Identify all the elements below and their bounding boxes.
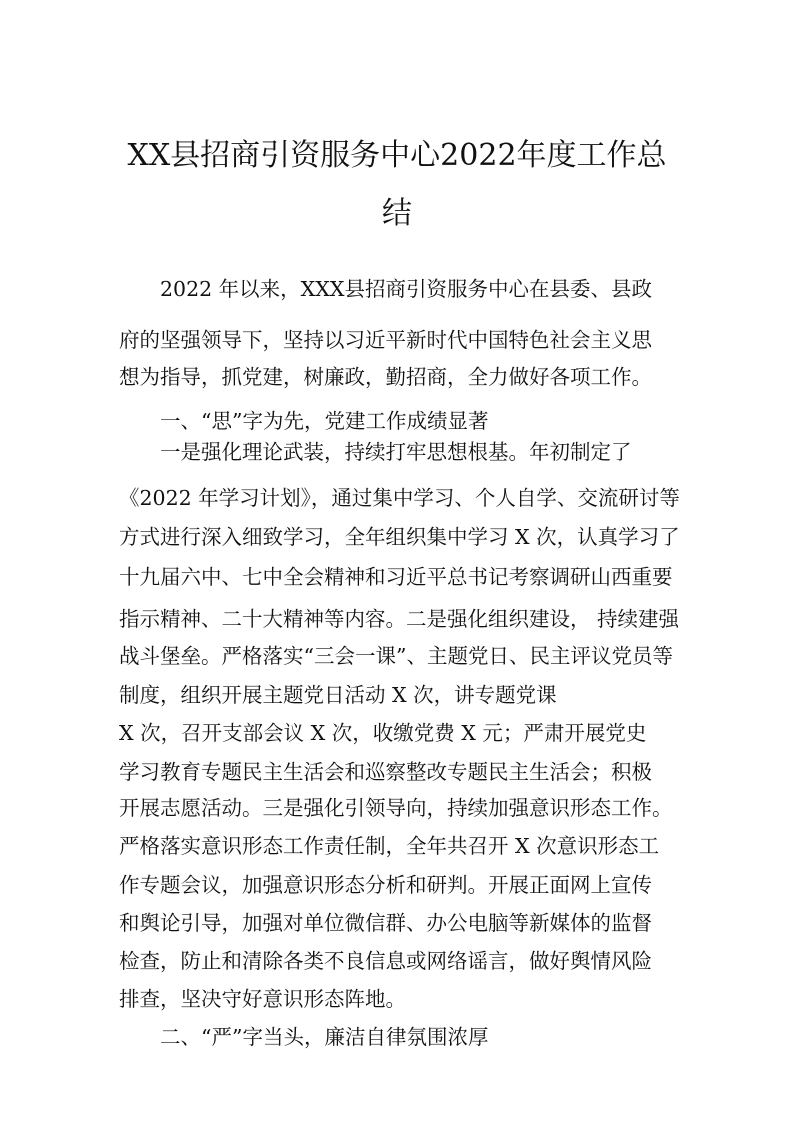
paragraph-line: 战斗堡垒。严格落实“三会一课”、主题党日、民主评议党员等 (119, 644, 673, 668)
paragraph-line: 十九届六中、七中全会精神和习近平总书记考察调研山西重要 (119, 565, 673, 589)
paragraph-line: 学习教育专题民主生活会和巡察整改专题民主生活会；积极 (119, 760, 652, 784)
paragraph-line: 方式进行深入细致学习，全年组织集中学习 X 次，认真学习了 (119, 525, 680, 549)
document-title-line-2: 结 (382, 196, 412, 231)
document-title-line-1: XX县招商引资服务中心2022年度工作总 (127, 138, 667, 173)
paragraph-line: 指示精神、二十大精神等内容。二是强化组织建设， 持续建强 (119, 607, 680, 631)
paragraph-first-line: 2022 年以来，XXX县招商引资服务中心在县委、县政 (160, 277, 652, 301)
paragraph-line: 和舆论引导，加强对单位微信群、办公电脑等新媒体的监督 (119, 911, 652, 935)
paragraph-line: 作专题会议，加强意识形态分析和研判。开展正面网上宣传 (119, 873, 652, 897)
paragraph-first-line: 一是强化理论武装，持续打牢思想根基。年初制定了 (160, 440, 632, 464)
paragraph-line: 制度，组织开展主题党日活动 X 次，讲专题党课 (119, 683, 557, 707)
paragraph-first-line: 二、“严”字当头，廉洁自律氛围浓厚 (160, 1025, 489, 1049)
paragraph-line: 检查，防止和清除各类不良信息或网络谣言，做好舆情风险 (119, 949, 652, 973)
paragraph-line: 想为指导，抓党建，树廉政，勤招商，全力做好各项工作。 (119, 365, 652, 389)
paragraph-line: X 次，召开支部会议 X 次，收缴党费 X 元；严肃开展党史 (119, 721, 647, 745)
paragraph-line: 《2022 年学习计划》，通过集中学习、个人自学、交流研讨等 (119, 486, 680, 510)
paragraph-line: 开展志愿活动。三是强化引领导向，持续加强意识形态工作。 (119, 796, 673, 820)
paragraph-line: 排查，坚决守好意识形态阵地。 (119, 987, 406, 1011)
paragraph-line: 府的坚强领导下，坚持以习近平新时代中国特色社会主义思 (119, 328, 652, 352)
paragraph-line: 严格落实意识形态工作责任制，全年共召开 X 次意识形态工 (119, 834, 660, 858)
paragraph-first-line: 一、“思”字为先，党建工作成绩显著 (160, 409, 489, 433)
